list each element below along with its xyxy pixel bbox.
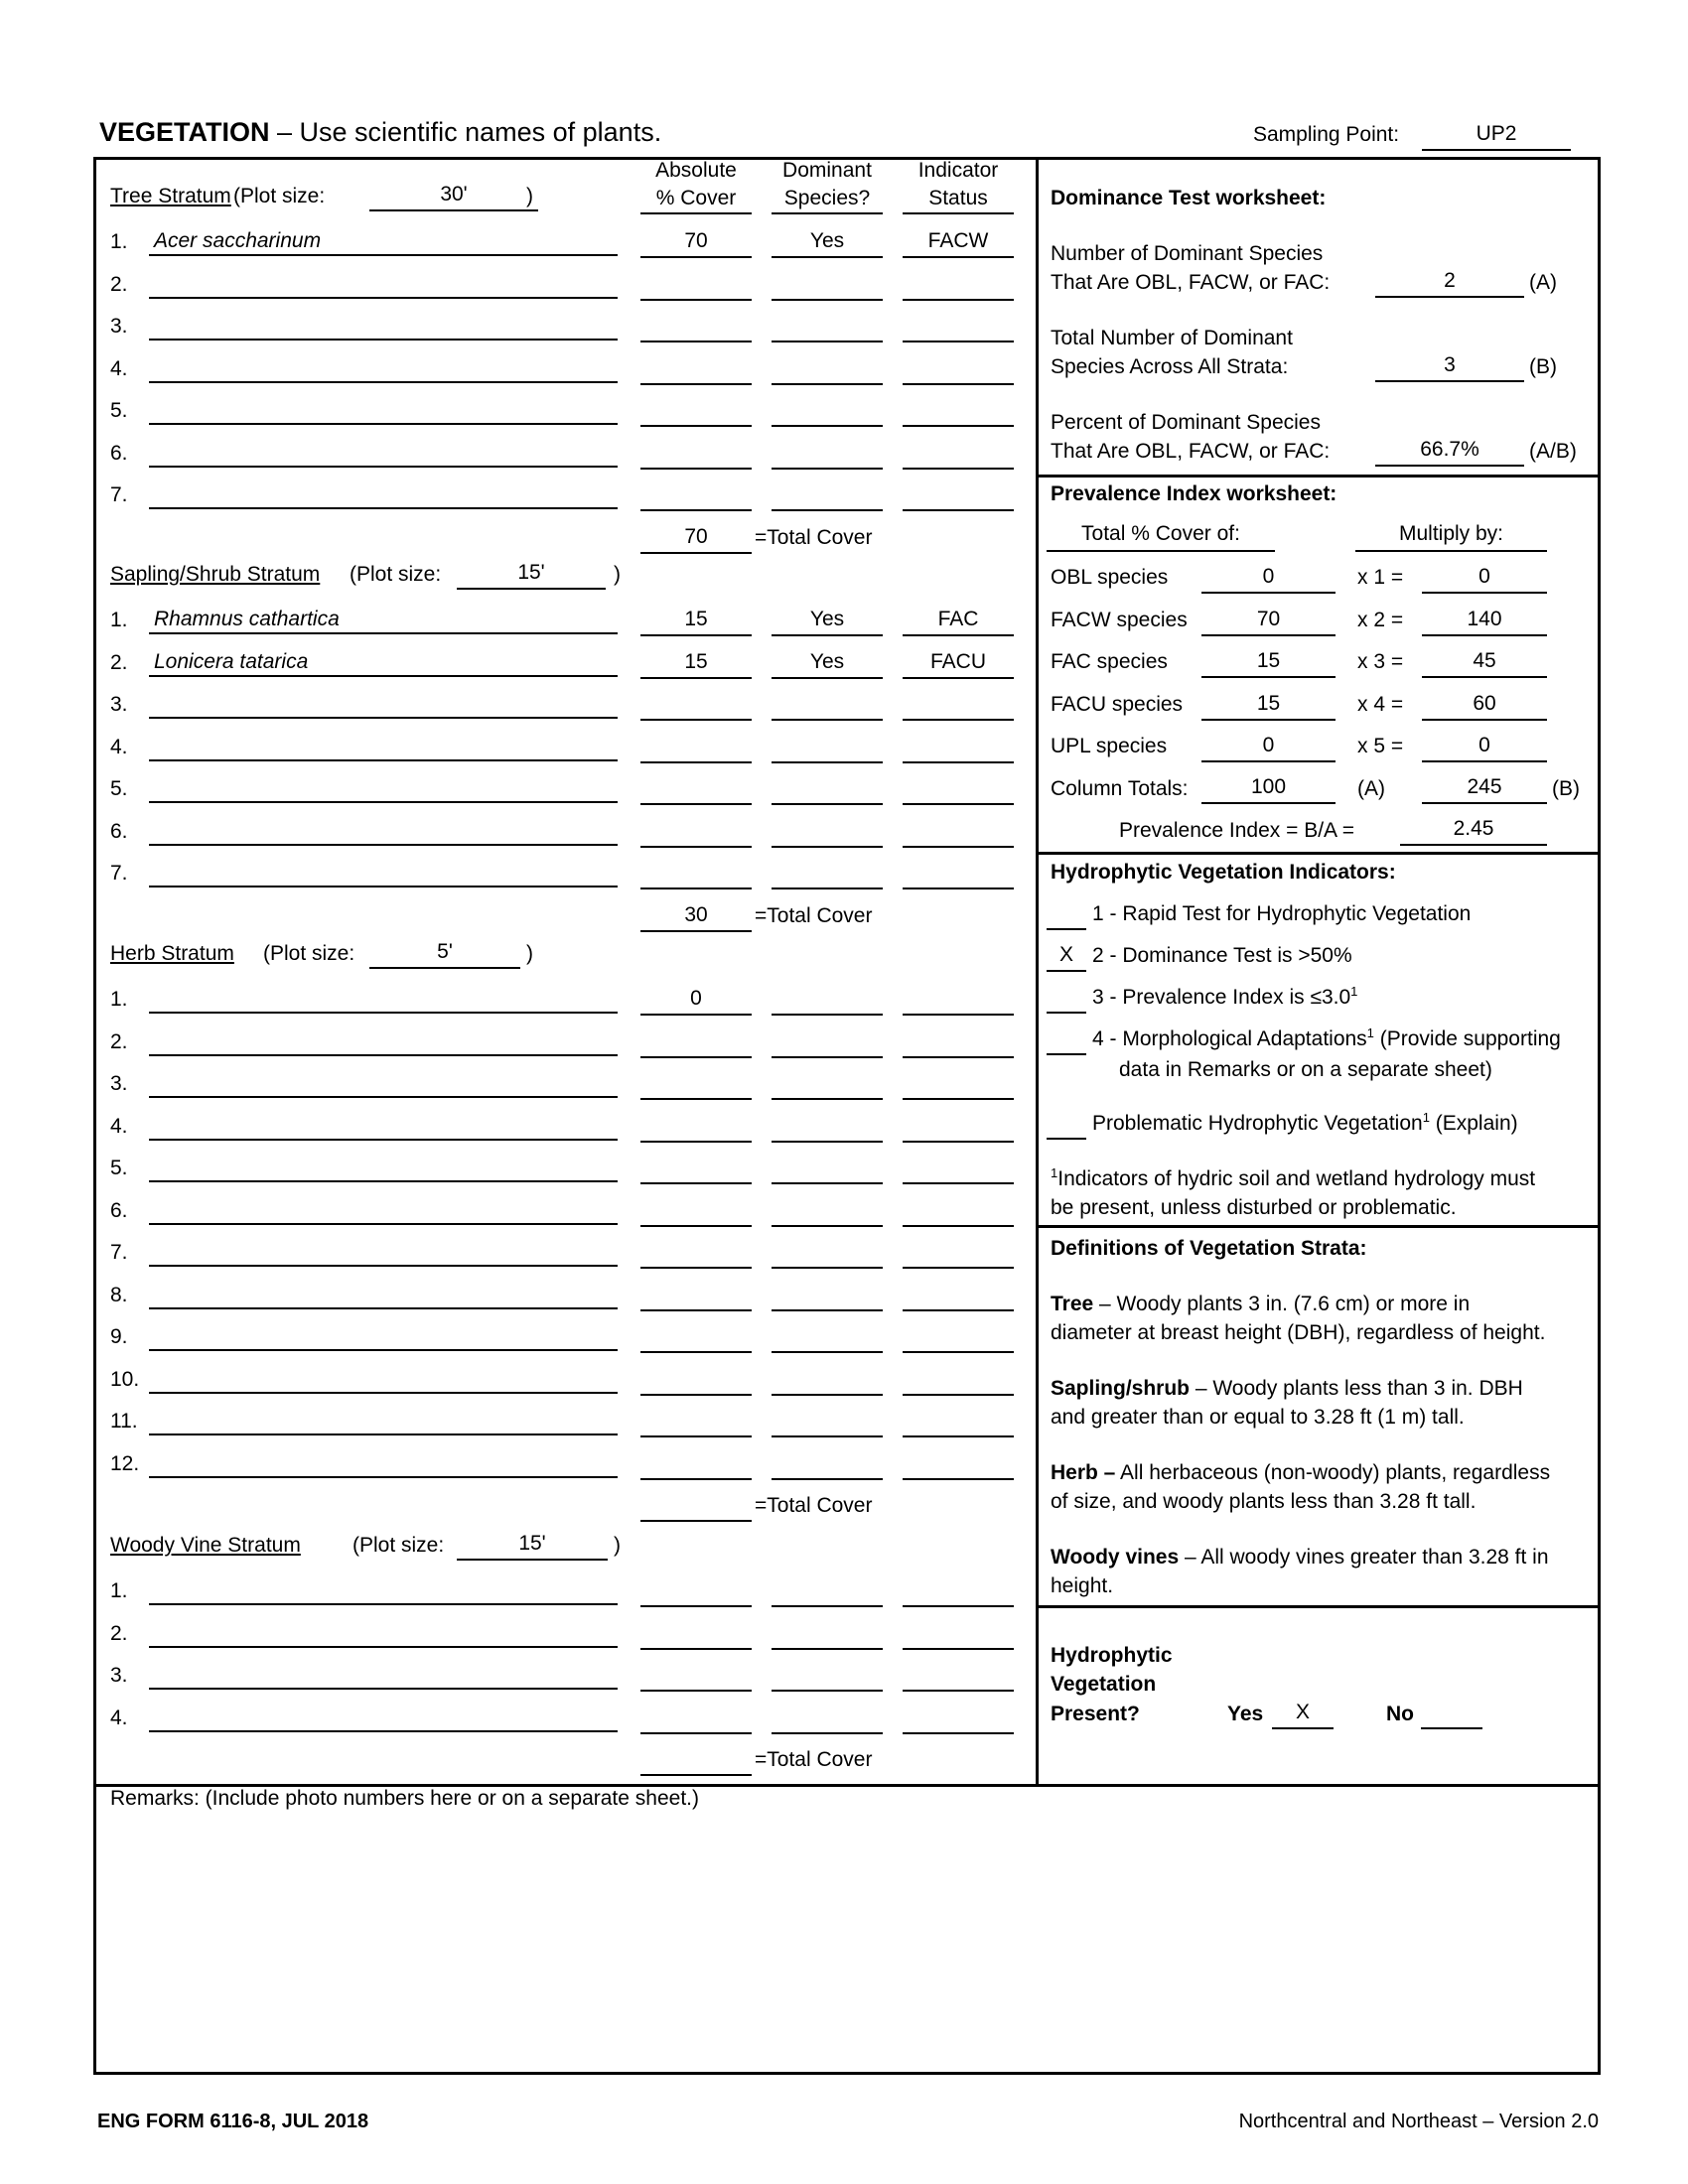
dominance-b-value[interactable]: 3 [1375, 350, 1524, 382]
herb-indicator-field[interactable] [903, 1448, 1014, 1480]
indicator-5-checkbox[interactable] [1047, 1108, 1086, 1140]
vine-indicator-field[interactable] [903, 1618, 1014, 1650]
vine-cover-field[interactable] [640, 1575, 752, 1607]
shrub-species-field[interactable] [149, 732, 618, 761]
herb-cover-field[interactable] [640, 1321, 752, 1353]
prevalence-index-value[interactable]: 2.45 [1400, 814, 1547, 846]
tree-species-field[interactable]: Acer saccharinum [149, 226, 618, 256]
herb-plot-size-label: (Plot size: [263, 942, 355, 965]
tree-cover-field[interactable] [640, 479, 752, 511]
shrub-total-cover-label: =Total Cover [755, 903, 873, 927]
herb-dominant-field[interactable] [772, 1364, 883, 1396]
herb-species-field[interactable] [149, 1364, 618, 1394]
vine-total-cover-field[interactable] [640, 1744, 752, 1776]
herb-species-field[interactable] [149, 1448, 618, 1478]
dominance-a-value[interactable]: 2 [1375, 266, 1524, 298]
herb-cover-field[interactable] [640, 1406, 752, 1437]
tree-cover-field[interactable] [640, 353, 752, 385]
herb-indicator-field[interactable] [903, 1068, 1014, 1100]
herb-row-number: 12. [110, 1451, 140, 1475]
indicator-3-label: 3 - Prevalence Index is $\le 3.0^1$ [1092, 984, 1358, 1009]
definition-herb-1: Herb – All herbaceous (non-woody) plants, regardless [1051, 1461, 1551, 1484]
right-divider-3 [1036, 1225, 1601, 1228]
vine-cover-field[interactable] [640, 1660, 752, 1692]
shrub-indicator-field[interactable] [903, 689, 1014, 721]
present-no-field[interactable] [1421, 1698, 1482, 1729]
vine-row-number: 2. [110, 1621, 128, 1645]
prevalence-row-cover[interactable]: 70 [1201, 605, 1336, 636]
vine-plot-size-label: (Plot size: [352, 1534, 445, 1557]
shrub-dominant-field[interactable] [772, 689, 883, 721]
dominance-percent-value[interactable]: 66.7% [1375, 435, 1524, 467]
tree-stratum-label: Tree Stratum [110, 185, 231, 207]
herb-indicator-field[interactable] [903, 1406, 1014, 1437]
tree-species-field[interactable] [149, 311, 618, 341]
herb-cover-field[interactable] [640, 1026, 752, 1058]
tree-species-field[interactable] [149, 479, 618, 509]
dominance-a-tag: (A) [1529, 271, 1557, 294]
shrub-cover-field[interactable] [640, 773, 752, 805]
prevalence-row-multiplier: x 3 = [1357, 650, 1404, 673]
shrub-total-cover-field[interactable]: 30 [640, 900, 752, 932]
herb-dominant-field[interactable] [772, 1321, 883, 1353]
vine-species-field[interactable] [149, 1703, 618, 1732]
shrub-species-field[interactable] [149, 858, 618, 887]
vine-dominant-field[interactable] [772, 1660, 883, 1692]
column-total-a[interactable]: 100 [1201, 772, 1336, 804]
herb-indicator-field[interactable] [903, 1280, 1014, 1311]
prevalence-col1-header: Total % Cover of: [1047, 520, 1275, 552]
herb-indicator-field[interactable] [903, 1195, 1014, 1227]
shrub-dominant-field[interactable] [772, 858, 883, 889]
column-total-b[interactable]: 245 [1422, 772, 1547, 804]
tree-total-cover-field[interactable]: 70 [640, 522, 752, 554]
vine-cover-field[interactable] [640, 1703, 752, 1734]
tree-row-number: 1. [110, 230, 128, 253]
herb-species-field[interactable] [149, 1280, 618, 1309]
shrub-indicator-field[interactable] [903, 732, 1014, 763]
indicator-4-label: 4 - Morphological Adaptations$^1$ (Provide supporting [1092, 1025, 1561, 1050]
shrub-species-field[interactable] [149, 689, 618, 719]
herb-row-number: 11. [110, 1410, 138, 1433]
herb-row-number: 2. [110, 1029, 128, 1053]
tree-plot-size-label: (Plot size: [233, 185, 326, 207]
tree-indicator-field[interactable] [903, 395, 1014, 427]
tree-dominant-field[interactable] [772, 395, 883, 427]
tree-row-number: 3. [110, 315, 128, 338]
definition-tree-2: diameter at breast height (DBH), regardless of height. [1051, 1321, 1546, 1344]
tree-dominant-field[interactable] [772, 353, 883, 385]
shrub-dominant-field[interactable]: Yes [772, 647, 883, 679]
indicator-4-checkbox[interactable] [1047, 1024, 1086, 1055]
column-total-a-tag: (A) [1357, 777, 1385, 800]
shrub-cover-field[interactable] [640, 689, 752, 721]
shrub-row-number: 7. [110, 862, 128, 885]
shrub-species-field[interactable] [149, 816, 618, 846]
prevalence-row-multiplier: x 4 = [1357, 692, 1404, 716]
herb-species-field[interactable] [149, 1321, 618, 1351]
indicators-footnote-1: $^1$Indicators of hydric soil and wetland hydrology must [1051, 1165, 1536, 1190]
vine-species-field[interactable] [149, 1575, 618, 1605]
shrub-dominant-field[interactable]: Yes [772, 605, 883, 636]
dominance-p-tag: (A/B) [1529, 440, 1577, 463]
shrub-indicator-field[interactable]: FAC [903, 605, 1014, 636]
tree-cover-field[interactable] [640, 438, 752, 470]
tree-species-field[interactable] [149, 353, 618, 383]
remarks-label: Remarks: (Include photo numbers here or on a separate sheet.) [110, 1787, 699, 1810]
herb-dominant-field[interactable] [772, 1195, 883, 1227]
sampling-point-label: Sampling Point: [1253, 123, 1400, 146]
tree-indicator-field[interactable] [903, 311, 1014, 342]
shrub-cover-field[interactable]: 15 [640, 605, 752, 636]
herb-row-number: 5. [110, 1157, 128, 1179]
prevalence-row-label: OBL species [1051, 566, 1169, 589]
indicator-1-label: 1 - Rapid Test for Hydrophytic Vegetation [1092, 902, 1472, 925]
herb-indicator-field[interactable] [903, 1153, 1014, 1184]
herb-row-number: 1. [110, 988, 128, 1011]
shrub-indicator-field[interactable] [903, 773, 1014, 805]
herb-cover-field[interactable] [640, 1280, 752, 1311]
herb-indicator-field[interactable] [903, 1237, 1014, 1269]
vine-indicator-field[interactable] [903, 1575, 1014, 1607]
vine-indicator-field[interactable] [903, 1703, 1014, 1734]
definition-shrub-2: and greater than or equal to 3.28 ft (1 m) tall. [1051, 1406, 1465, 1429]
shrub-row-number: 5. [110, 777, 128, 800]
herb-species-field[interactable] [149, 1026, 618, 1056]
prevalence-row-value[interactable]: 60 [1422, 689, 1547, 721]
tree-plot-size-close: ) [526, 185, 533, 207]
column-divider [1036, 157, 1039, 1787]
tree-row-number: 5. [110, 399, 128, 422]
shrub-row-number: 3. [110, 693, 128, 716]
indicator-2-checkbox[interactable]: X [1047, 940, 1086, 972]
definition-shrub-1: Sapling/shrub – Woody plants less than 3 in. DBH [1051, 1377, 1523, 1400]
herb-cover-field[interactable]: 0 [640, 984, 752, 1016]
present-label-1: Hydrophytic [1051, 1644, 1173, 1667]
dominance-title: Dominance Test worksheet: [1051, 187, 1327, 209]
sampling-point-field[interactable]: UP2 [1422, 119, 1571, 151]
present-yes-field[interactable]: X [1272, 1698, 1334, 1729]
tree-row-number: 7. [110, 483, 128, 506]
herb-cover-field[interactable] [640, 1153, 752, 1184]
prevalence-row-label: FAC species [1051, 650, 1168, 673]
shrub-stratum-label: Sapling/Shrub Stratum [110, 563, 321, 586]
herb-species-field[interactable] [149, 1195, 618, 1225]
herb-species-field[interactable] [149, 1153, 618, 1182]
herb-cover-field[interactable] [640, 1364, 752, 1396]
tree-dominant-field[interactable] [772, 479, 883, 511]
vine-row-number: 4. [110, 1706, 128, 1729]
shrub-row-number: 4. [110, 735, 128, 758]
prevalence-title: Prevalence Index worksheet: [1051, 482, 1337, 505]
tree-cover-field[interactable]: 70 [640, 226, 752, 258]
column-totals-label: Column Totals: [1051, 777, 1189, 800]
prevalence-row-cover[interactable]: 0 [1201, 562, 1336, 594]
header-dominant-species: Dominant Species? [772, 157, 883, 214]
herb-row-number: 7. [110, 1241, 128, 1264]
shrub-row-number: 2. [110, 650, 128, 674]
herb-total-cover-field[interactable] [640, 1490, 752, 1522]
prevalence-row-value[interactable]: 0 [1422, 562, 1547, 594]
form-title: VEGETATION – Use scientific names of plants. [99, 117, 662, 147]
vine-species-field[interactable] [149, 1618, 618, 1648]
vine-dominant-field[interactable] [772, 1703, 883, 1734]
prevalence-row-cover[interactable]: 15 [1201, 646, 1336, 678]
tree-indicator-field[interactable] [903, 438, 1014, 470]
shrub-dominant-field[interactable] [772, 816, 883, 848]
herb-row-number: 4. [110, 1114, 128, 1138]
herb-stratum-label: Herb Stratum [110, 942, 234, 965]
dominance-p-label-2: That Are OBL, FACW, or FAC: [1051, 440, 1331, 463]
shrub-plot-size-close: ) [614, 563, 621, 586]
herb-dominant-field[interactable] [772, 1111, 883, 1143]
prevalence-row-label: UPL species [1051, 735, 1168, 757]
definition-vine-1: Woody vines – All woody vines greater than 3.28 ft in [1051, 1546, 1549, 1569]
footer-form-id: ENG FORM 6116-8, JUL 2018 [97, 2111, 369, 2132]
tree-dominant-field[interactable] [772, 311, 883, 342]
dominance-b-tag: (B) [1529, 355, 1557, 378]
herb-species-field[interactable] [149, 984, 618, 1014]
indicator-4-label-cont: data in Remarks or on a separate sheet) [1119, 1058, 1492, 1081]
herb-row-number: 9. [110, 1325, 128, 1348]
present-yes-label: Yes [1227, 1703, 1264, 1725]
shrub-cover-field[interactable]: 15 [640, 647, 752, 679]
herb-plot-size-close: ) [526, 942, 533, 965]
shrub-species-field[interactable]: Lonicera tatarica [149, 647, 618, 677]
herb-indicator-field[interactable] [903, 1364, 1014, 1396]
present-label-3: Present? [1051, 1703, 1140, 1725]
prevalence-col2-header: Multiply by: [1355, 520, 1547, 552]
shrub-row-number: 6. [110, 819, 128, 843]
vine-stratum-label: Woody Vine Stratum [110, 1534, 301, 1557]
shrub-species-field[interactable]: Rhamnus cathartica [149, 605, 618, 634]
tree-row-number: 4. [110, 356, 128, 380]
footer-version: Northcentral and Northeast – Version 2.0 [1238, 2111, 1599, 2132]
shrub-plot-size-field[interactable]: 15' [457, 558, 606, 590]
tree-indicator-field[interactable] [903, 353, 1014, 385]
vine-dominant-field[interactable] [772, 1575, 883, 1607]
indicator-1-checkbox[interactable] [1047, 898, 1086, 930]
vine-row-number: 1. [110, 1579, 128, 1602]
present-no-label: No [1386, 1703, 1414, 1725]
herb-dominant-field[interactable] [772, 1237, 883, 1269]
prevalence-row-cover[interactable]: 0 [1201, 731, 1336, 762]
tree-row-number: 6. [110, 441, 128, 465]
herb-indicator-field[interactable] [903, 1111, 1014, 1143]
herb-species-field[interactable] [149, 1406, 618, 1435]
definitions-title: Definitions of Vegetation Strata: [1051, 1237, 1367, 1260]
column-total-b-tag: (B) [1552, 777, 1580, 800]
herb-dominant-field[interactable] [772, 1068, 883, 1100]
prevalence-row-label: FACU species [1051, 692, 1184, 716]
shrub-indicator-field[interactable]: FACU [903, 647, 1014, 679]
herb-dominant-field[interactable] [772, 1280, 883, 1311]
tree-species-field[interactable] [149, 438, 618, 468]
right-divider-4 [1036, 1605, 1601, 1608]
tree-row-number: 2. [110, 272, 128, 296]
herb-indicator-field[interactable] [903, 1026, 1014, 1058]
definition-herb-2: of size, and woody plants less than 3.28 ft tall. [1051, 1490, 1477, 1513]
dominance-p-label-1: Percent of Dominant Species [1051, 411, 1321, 434]
tree-total-cover-label: =Total Cover [755, 525, 873, 549]
vine-cover-field[interactable] [640, 1618, 752, 1650]
vine-plot-size-close: ) [614, 1534, 621, 1557]
definition-tree-1: Tree – Woody plants 3 in. (7.6 cm) or more in [1051, 1293, 1471, 1315]
tree-dominant-field[interactable] [772, 269, 883, 301]
header-indicator-status: Indicator Status [903, 157, 1014, 214]
tree-cover-field[interactable] [640, 395, 752, 427]
dominance-a-label-2: That Are OBL, FACW, or FAC: [1051, 271, 1331, 294]
prevalence-row-value[interactable]: 0 [1422, 731, 1547, 762]
herb-row-number: 8. [110, 1283, 128, 1306]
shrub-species-field[interactable] [149, 773, 618, 803]
shrub-row-number: 1. [110, 609, 128, 631]
tree-indicator-field[interactable] [903, 269, 1014, 301]
herb-indicator-field[interactable] [903, 984, 1014, 1016]
herb-indicator-field[interactable] [903, 1321, 1014, 1353]
tree-species-field[interactable] [149, 269, 618, 299]
indicators-footnote-2: be present, unless disturbed or problematic. [1051, 1196, 1457, 1219]
tree-indicator-field[interactable]: FACW [903, 226, 1014, 258]
vine-indicator-field[interactable] [903, 1660, 1014, 1692]
tree-cover-field[interactable] [640, 269, 752, 301]
prevalence-row-label: FACW species [1051, 608, 1188, 631]
vine-species-field[interactable] [149, 1660, 618, 1690]
indicators-title: Hydrophytic Vegetation Indicators: [1051, 861, 1396, 884]
tree-species-field[interactable] [149, 395, 618, 425]
prevalence-row-value[interactable]: 140 [1422, 605, 1547, 636]
dominance-b-label-2: Species Across All Strata: [1051, 355, 1289, 378]
herb-cover-field[interactable] [640, 1068, 752, 1100]
dominance-b-label-1: Total Number of Dominant [1051, 327, 1293, 349]
header-absolute-cover: Absolute % Cover [640, 157, 752, 214]
prevalence-index-label: Prevalence Index = B/A = [1119, 819, 1354, 842]
tree-cover-field[interactable] [640, 311, 752, 342]
definition-vine-2: height. [1051, 1574, 1114, 1597]
shrub-plot-size-label: (Plot size: [350, 563, 442, 586]
indicator-3-checkbox[interactable] [1047, 982, 1086, 1014]
herb-cover-field[interactable] [640, 1111, 752, 1143]
herb-cover-field[interactable] [640, 1448, 752, 1480]
prevalence-row-multiplier: x 5 = [1357, 735, 1404, 757]
shrub-cover-field[interactable] [640, 732, 752, 763]
herb-total-cover-label: =Total Cover [755, 1494, 873, 1517]
tree-dominant-field[interactable] [772, 438, 883, 470]
vine-total-cover-label: =Total Cover [755, 1748, 873, 1771]
herb-species-field[interactable] [149, 1068, 618, 1098]
prevalence-row-cover[interactable]: 15 [1201, 689, 1336, 721]
herb-dominant-field[interactable] [772, 1448, 883, 1480]
herb-cover-field[interactable] [640, 1195, 752, 1227]
herb-dominant-field[interactable] [772, 984, 883, 1016]
herb-row-number: 6. [110, 1198, 128, 1222]
tree-plot-size-field[interactable]: 30' [369, 180, 538, 211]
herb-row-number: 3. [110, 1072, 128, 1095]
dominance-a-label-1: Number of Dominant Species [1051, 242, 1324, 265]
indicator-2-label: 2 - Dominance Test is >50% [1092, 944, 1352, 967]
right-divider-2 [1036, 852, 1601, 855]
indicator-5-label: Problematic Hydrophytic Vegetation$^1$ (Explain) [1092, 1110, 1518, 1135]
right-divider-1 [1036, 475, 1601, 478]
herb-row-number: 10. [110, 1367, 140, 1391]
prevalence-row-multiplier: x 2 = [1357, 608, 1404, 631]
vine-row-number: 3. [110, 1664, 128, 1687]
prevalence-row-value[interactable]: 45 [1422, 646, 1547, 678]
prevalence-row-multiplier: x 1 = [1357, 566, 1404, 589]
shrub-dominant-field[interactable] [772, 773, 883, 805]
present-label-2: Vegetation [1051, 1673, 1157, 1696]
remarks-area[interactable] [97, 1817, 1597, 2071]
herb-species-field[interactable] [149, 1237, 618, 1267]
herb-dominant-field[interactable] [772, 1153, 883, 1184]
shrub-indicator-field[interactable] [903, 816, 1014, 848]
herb-dominant-field[interactable] [772, 1406, 883, 1437]
shrub-cover-field[interactable] [640, 858, 752, 889]
herb-species-field[interactable] [149, 1111, 618, 1141]
herb-plot-size-field[interactable]: 5' [369, 937, 520, 969]
herb-cover-field[interactable] [640, 1237, 752, 1269]
tree-indicator-field[interactable] [903, 479, 1014, 511]
herb-dominant-field[interactable] [772, 1026, 883, 1058]
shrub-cover-field[interactable] [640, 816, 752, 848]
shrub-dominant-field[interactable] [772, 732, 883, 763]
tree-dominant-field[interactable]: Yes [772, 226, 883, 258]
vine-dominant-field[interactable] [772, 1618, 883, 1650]
vine-plot-size-field[interactable]: 15' [457, 1529, 608, 1561]
shrub-indicator-field[interactable] [903, 858, 1014, 889]
